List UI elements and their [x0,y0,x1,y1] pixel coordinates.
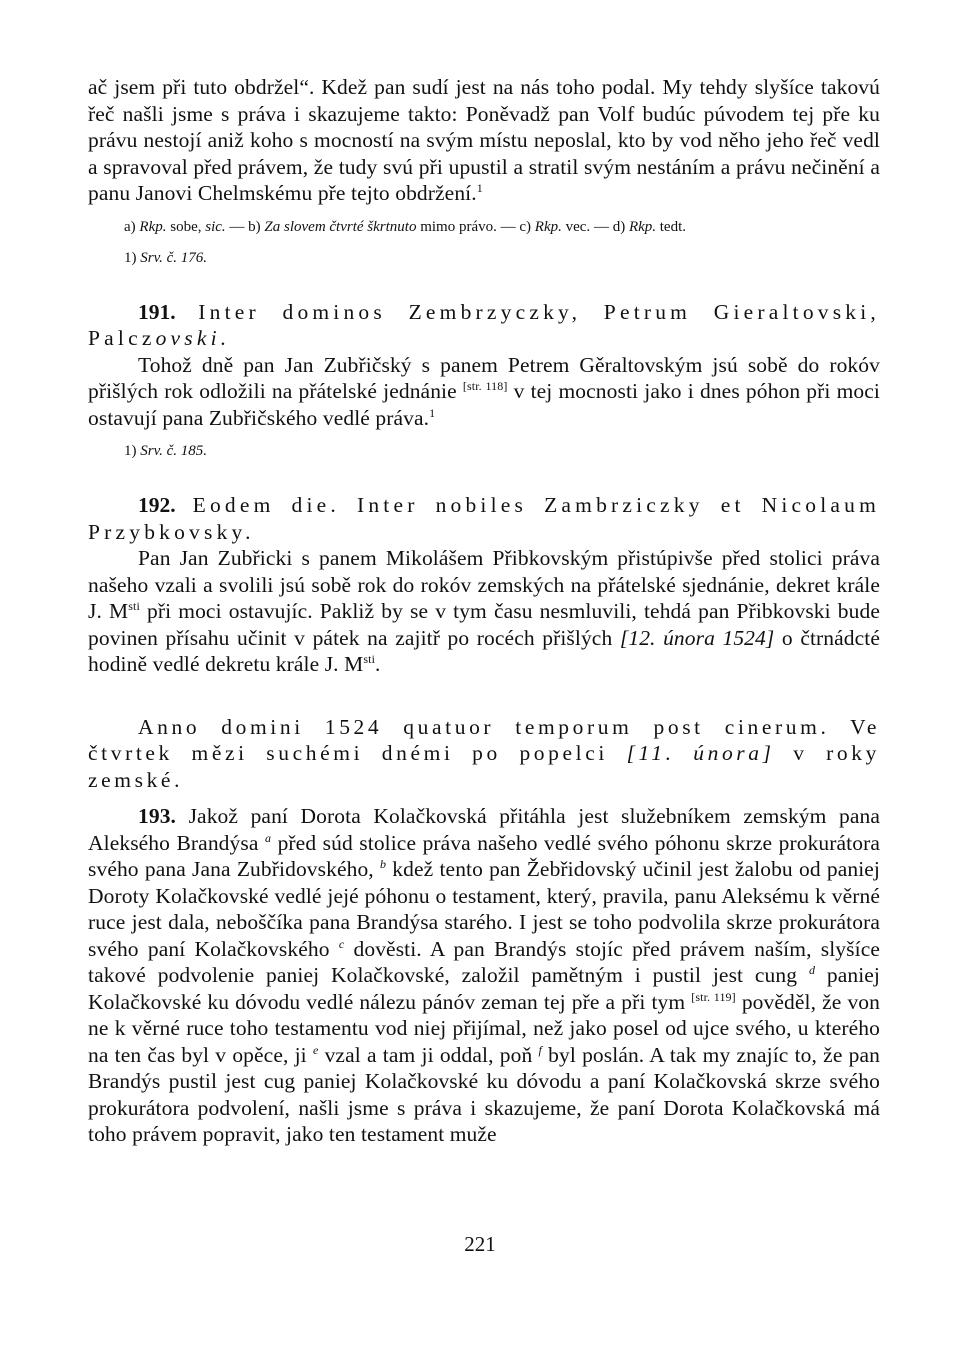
paragraph-text: ač jsem při tuto obdržel“. Kdež pan sudí jest na nás toho podal. My tehdy slyšíce takovú řeč našli jsme s práva i skazujeme takto: Poněvadž pan Volf budúc púvodem tej pře ku právu nestojí aniž koho s mocností na svým místu neposlal, kto by vod něho jeho řeč vedl a spravoval před právem, že tudy svú při upustil a stratil svým nestáním a právu nečinění a panu Janovi Chelmskému pře tejto obdržení. [88,75,880,205]
section-number: 191. [138,299,176,324]
section-191-heading: 191. Inter dominos Zembrzyczky, Petrum Gieraltovski, Palczovski. [88,299,880,350]
reference-note: 1) Srv. č. 185. [124,443,208,459]
section-192-heading [88,492,880,545]
date-note: [11. února] [626,741,775,765]
section-title: Inter dominos Zembrzyczky, Petrum Gieraltovski, [198,299,880,324]
footnotes-block [88,441,880,462]
footnotes-block [88,217,880,269]
section-192-text: Pan Jan Zubřicki s panem Mikolášem Přibkovským přistúpivše před stolici práva našeho vzali a svolili jsú sobě rok do rokóv zemských na přátelské sjednánie, dekret krále J. $M^{sti}$ při moci ostavujíc. Pakliž by se v tym času nesmluvili, tehdá pan Přibkovski bude povinen přísahu učinit v pátek na zajitř po rocéch přišlých [12. února 1524] o čtrnádcté hodině vedlé dekretu krále J. $M^{sti}$. [88,546,881,676]
section-number: 192. [138,493,176,517]
page-marker: [str. 119] [691,989,736,1004]
text-column [88,74,880,1148]
reference-note: 1) Srv. č. 176. [124,249,208,266]
date-note: [12. února 1524] [619,625,775,650]
section-191-text: Tohož dně pan Jan Zubřičský s panem Petrem Gěraltovským jsú sobě do rokóv přišlých rok odložili na přátelské jednánie [str. 118] v tej mocnosti jako i dnes póhon při moci ostavují pana Zubřičského vedlé práva.$^1$ [88,352,880,430]
section-number: 193. [138,804,177,828]
page-number: 221 [464,1232,496,1256]
textual-notes: a) Rkp. sobe, sic. — b) Za slovem čtvrté škrtnuto mimo právo. — c) Rkp. vec. — d) Rkp. tedt. [124,218,687,235]
page-marker: [str. 118] [462,378,508,393]
continued-paragraph [88,74,880,207]
section-193-text: 193. Jakož paní Dorota Kolačkovská přitáhla jest služebníkem zemským pana Alekséhо Brandýsa $^a$ před súd stolice práva našeho vedlé svého póhonu skrze prokurátora svého pana Jana Zubřidovského, $^b$ kdež tento pan Žebřidovský učinil jest žalobu od paniej Doroty Kolačkovské vedlé jejé póhonu o testament, který, pravila, panu Aleksému k věrné ruce jest dala, neboščíka pana Brandýsa starého. I jest se toho podvolila skrze prokurátora svého paní Kolačkovského $^c$ dověsti. A pan Brandýs stojíc před právem naším, slyšíce takové podvolenie paniej Kolačkovské, založil pamětným i pustil jest cung $^d$ paniej Kolačkovské ku dóvodu vedlé nálezu pánóv zeman tej pře a při tym [str. 119] pověděl, že von ne k věrné ruce toho testamentu vod niej přijímal, než jako posel od ujce svého, u kterého na ten čas byl v opěce, ji $^e$ vzal a tam ji oddal, poň $^f$ byl poslán. A tak my znajíc to, že pan Brandýs pustil jest cug paniej Kolačkovské ku dóvodu a paní Kolačkovská skrze svého prokurátora podvolení, našli jsme s práva i skazujeme, že paní Dorota Kolačkovská má toho právem popravit, jako ten testament muže [88,804,881,1146]
section-title: Eodem die. Inter nobiles Zambrziczky et Nicolaum Przybkovsky. [88,493,881,544]
footnote-ref: 1 [476,180,483,195]
session-heading: Anno domini 1524 quatuor temporum post cinerum. Ve čtvrtek mězi suchémi dnémi po popelci [11. února] v roky zemské. [88,714,880,792]
footnote-ref: 1 [429,405,436,420]
